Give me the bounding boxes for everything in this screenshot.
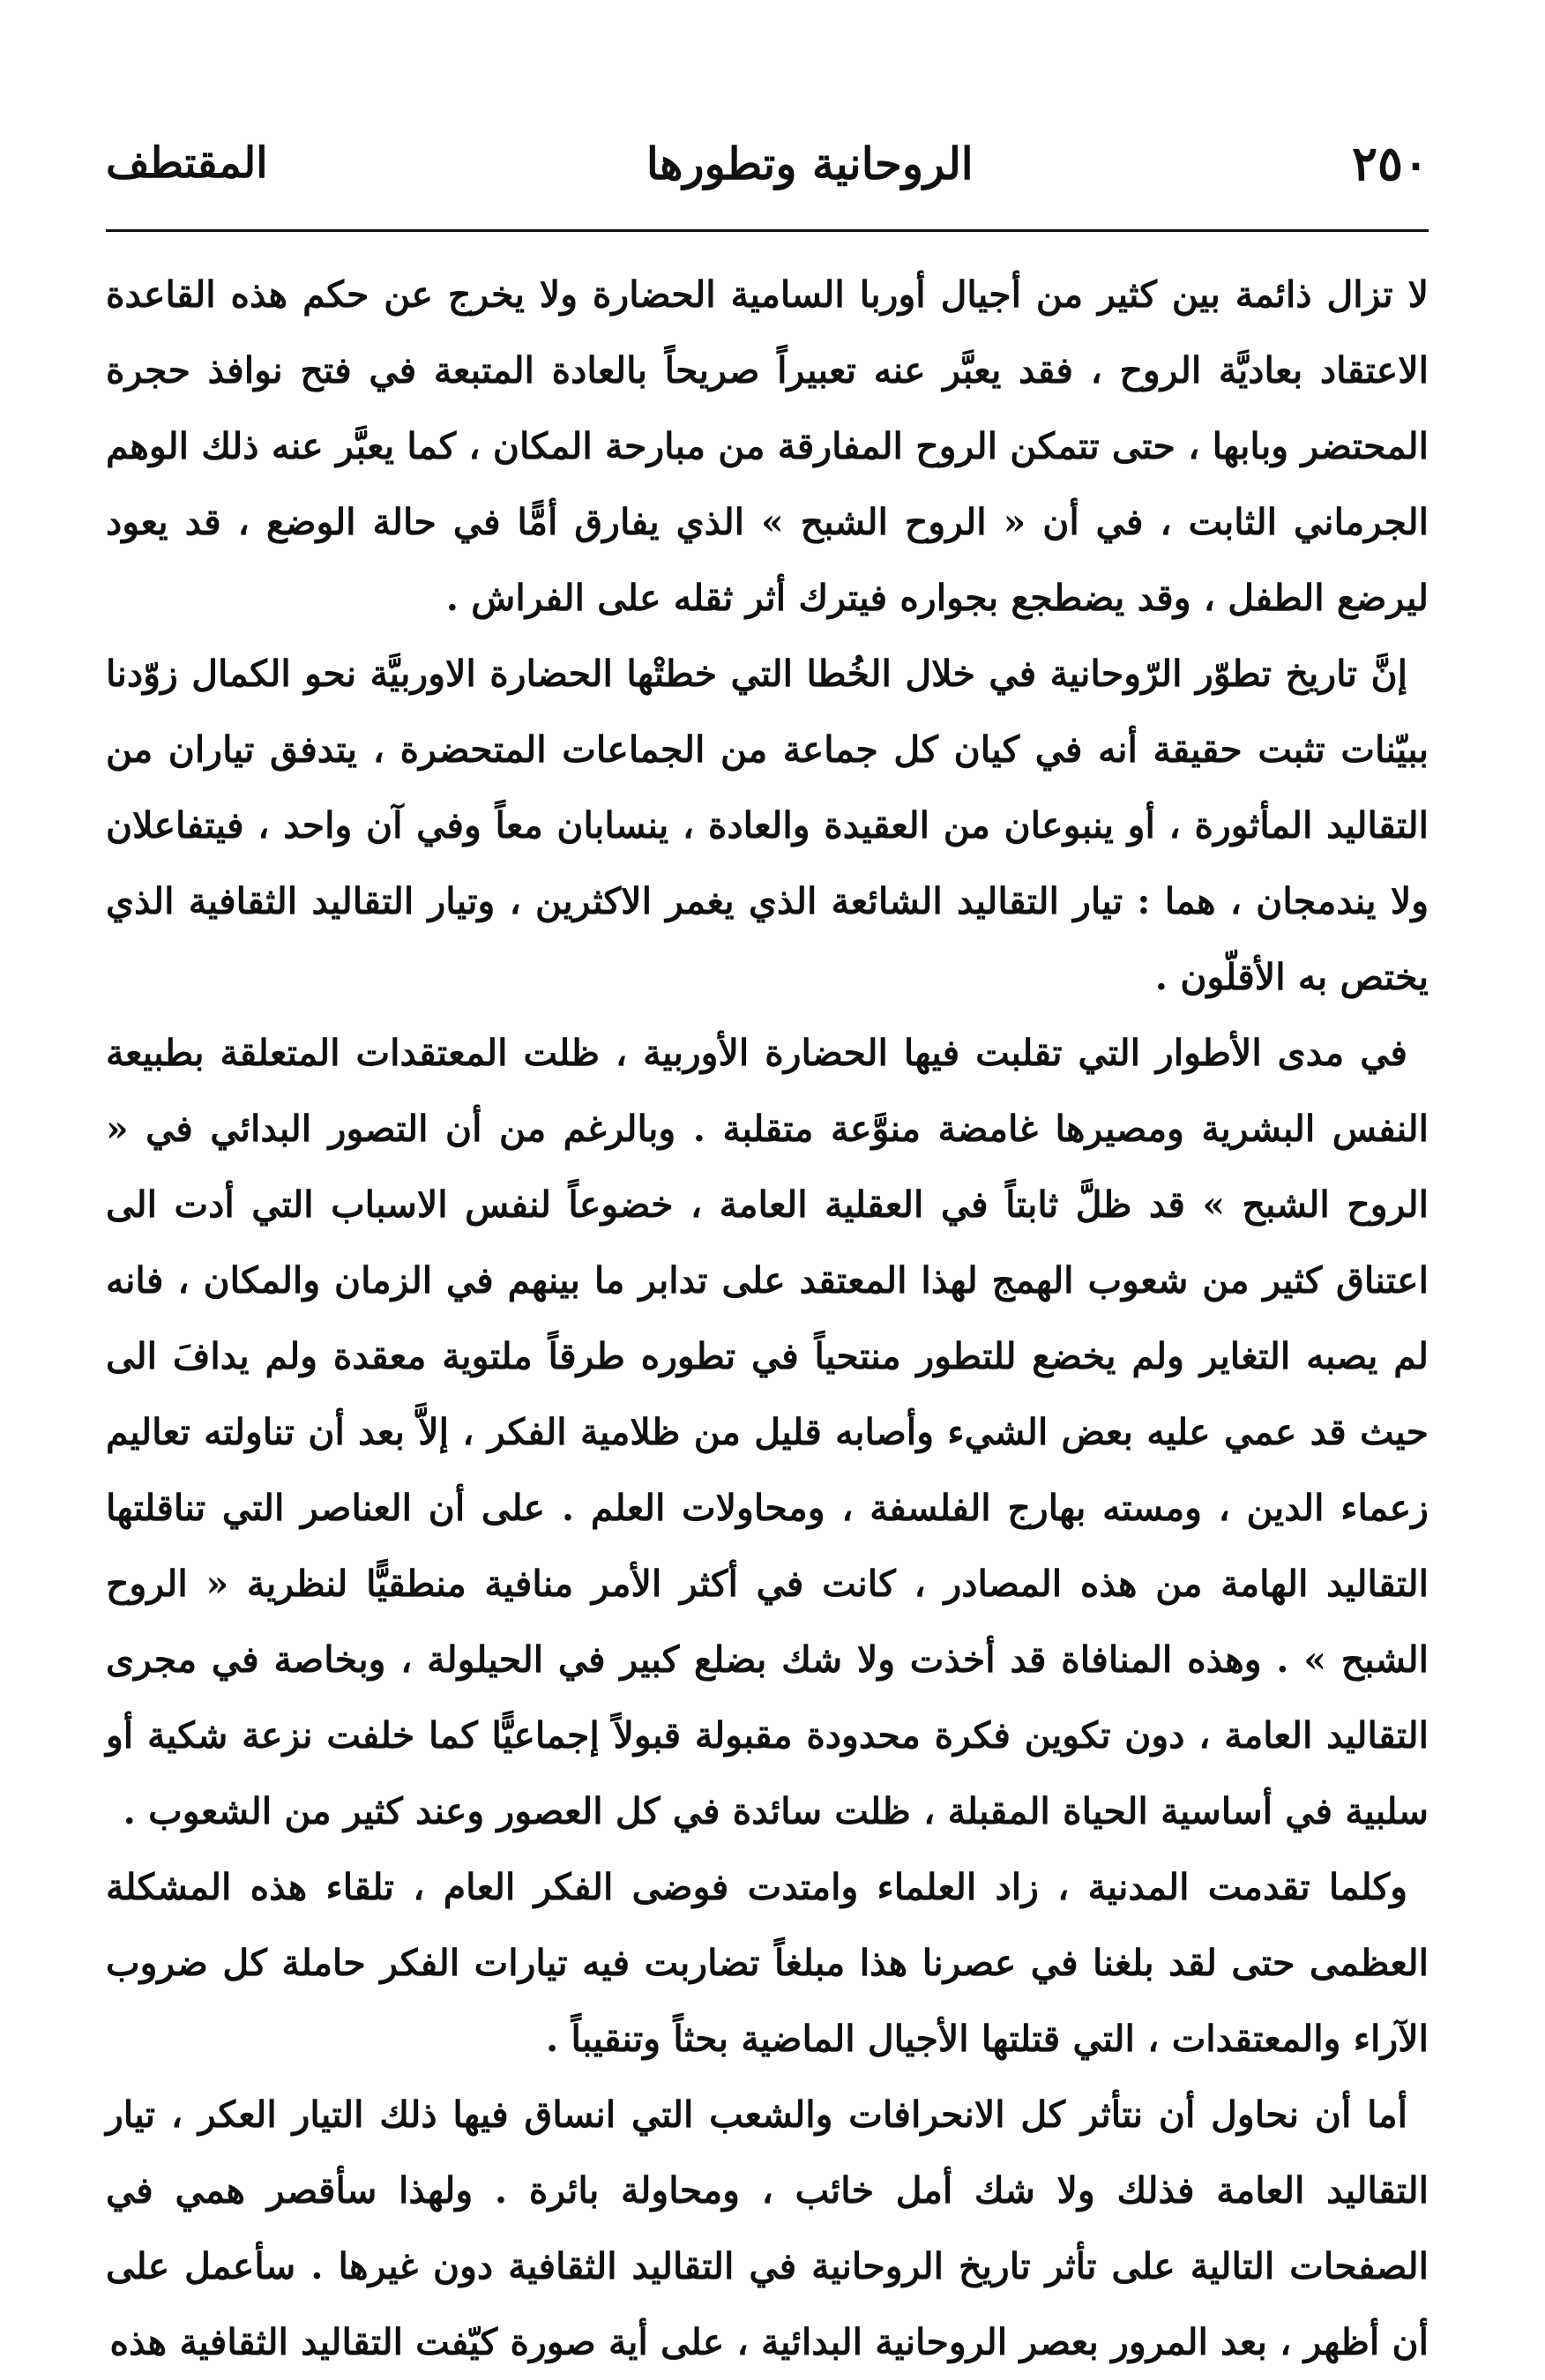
paragraph-2: إنَّ تاريخ تطوّر الرّوحانية في خلال الخُطا التي خطتْها الحضارة الاوربيَّة نحو الكمال زوّدنا ببيّنات تثبت حقيقة أنه في كيان كل جماعة من الجماعات المتحضرة ، يتدفق تياران من التقاليد المأثورة ، أو ينبوعان من العقيدة والعادة ، ينسابان معاً وفي آن واحد ، فيتفاعلان ولا يندمجان ، هما : تيار التقاليد الشائعة الذي يغمر الاكثرين ، وتيار التقاليد الثقافية الذي يختص به الأقلّون . [106, 653, 1429, 998]
page [106, 123, 1429, 2363]
paragraph-4: وكلما تقدمت المدنية ، زاد العلماء وامتدت فوضى الفكر العام ، تلقاء هذه المشكلة العظمى حتى لقد بلغنا في عصرنا هذا مبلغاً تضاربت فيه تيارات الفكر حاملة كل ضروب الآراء والمعتقدات ، التي قتلتها الأجيال الماضية بحثاً وتنقيباً . [106, 1866, 1429, 2060]
paragraph-1: لا تزال ذائمة بين كثير من أجيال أوربا السامية الحضارة ولا يخرج عن حكم هذه القاعدة الاعتقاد بعاديَّة الروح ، فقد يعبَّر عنه تعبيراً صريحاً بالعادة المتبعة في فتح نوافذ حجرة المحتضر وبابها ، حتى تتمكن الروح المفارقة من مبارحة المكان ، كما يعبَّر عنه ذلك الوهم الجرماني الثابت ، في أن « الروح الشبح » الذي يفارق أمًّا في حالة الوضع ، قد يعود ليرضع الطفل ، وقد يضطجع بجواره فيترك أثر ثقله على الفراش . [106, 273, 1429, 619]
running-title: الروحانية وتطورها [646, 137, 974, 190]
page-number: ٢٥٠ [1351, 135, 1429, 191]
header-rule [106, 229, 1429, 232]
paragraph-3: في مدى الأطوار التي تقلبت فيها الحضارة الأوربية ، ظلت المعتقدات المتعلقة بطبيعة النفس البشرية ومصيرها غامضة منوَّعة متقلبة . وبالرغم من أن التصور البدائي في « الروح الشبح » قد ظلَّ ثابتاً في العقلية العامة ، خضوعاً لنفس الاسباب التي أدت الى اعتناق كثير من شعوب الهمج لهذا المعتقد على تدابر ما بينهم في الزمان والمكان ، فانه لم يصبه التغاير ولم يخضع للتطور منتحياً في تطوره طرقاً ملتوية معقدة ولم يدافَ الى حيث قد عمي عليه بعض الشيء وأصابه قليل من ظلامية الفكر ، إلاَّ بعد أن تناولته تعاليم زعماء الدين ، ومسته بهارج الفلسفة ، ومحاولات العلم . على أن العناصر التي تناقلتها التقاليد الهامة من هذه المصادر ، كانت في أكثر الأمر منافية منطقيًّا لنظرية « الروح الشبح » . وهذه المنافاة قد أخذت ولا شك بضلع كبير في الحيلولة ، وبخاصة في مجرى التقاليد العامة ، دون تكوين فكرة محدودة مقبولة قبولاً إجماعيًّا كما خلفت نزعة شكية أو سلبية في أساسية الحياة المقبلة ، ظلت سائدة في كل العصور وعند كثير من الشعوب . [106, 1032, 1429, 1832]
paragraph-5: أما أن نحاول أن نتأثر كل الانحرافات والشعب التي انساق فيها ذلك التيار العكر ، تيار التقاليد العامة فذلك ولا شك أمل خائب ، ومحاولة بائرة . ولهذا سأقصر همي في الصفحات التالية على تأثر تاريخ الروحانية في التقاليد الثقافية دون غيرها . سأعمل على أن أظهر ، بعد المرور بعصر الروحانية البدائية ، على أية صورة كيّفت التقاليد الثقافية هذه [106, 2093, 1429, 2363]
body-text [106, 257, 1429, 2380]
journal-name: المقتطف [106, 138, 268, 188]
page-header [106, 123, 1429, 203]
